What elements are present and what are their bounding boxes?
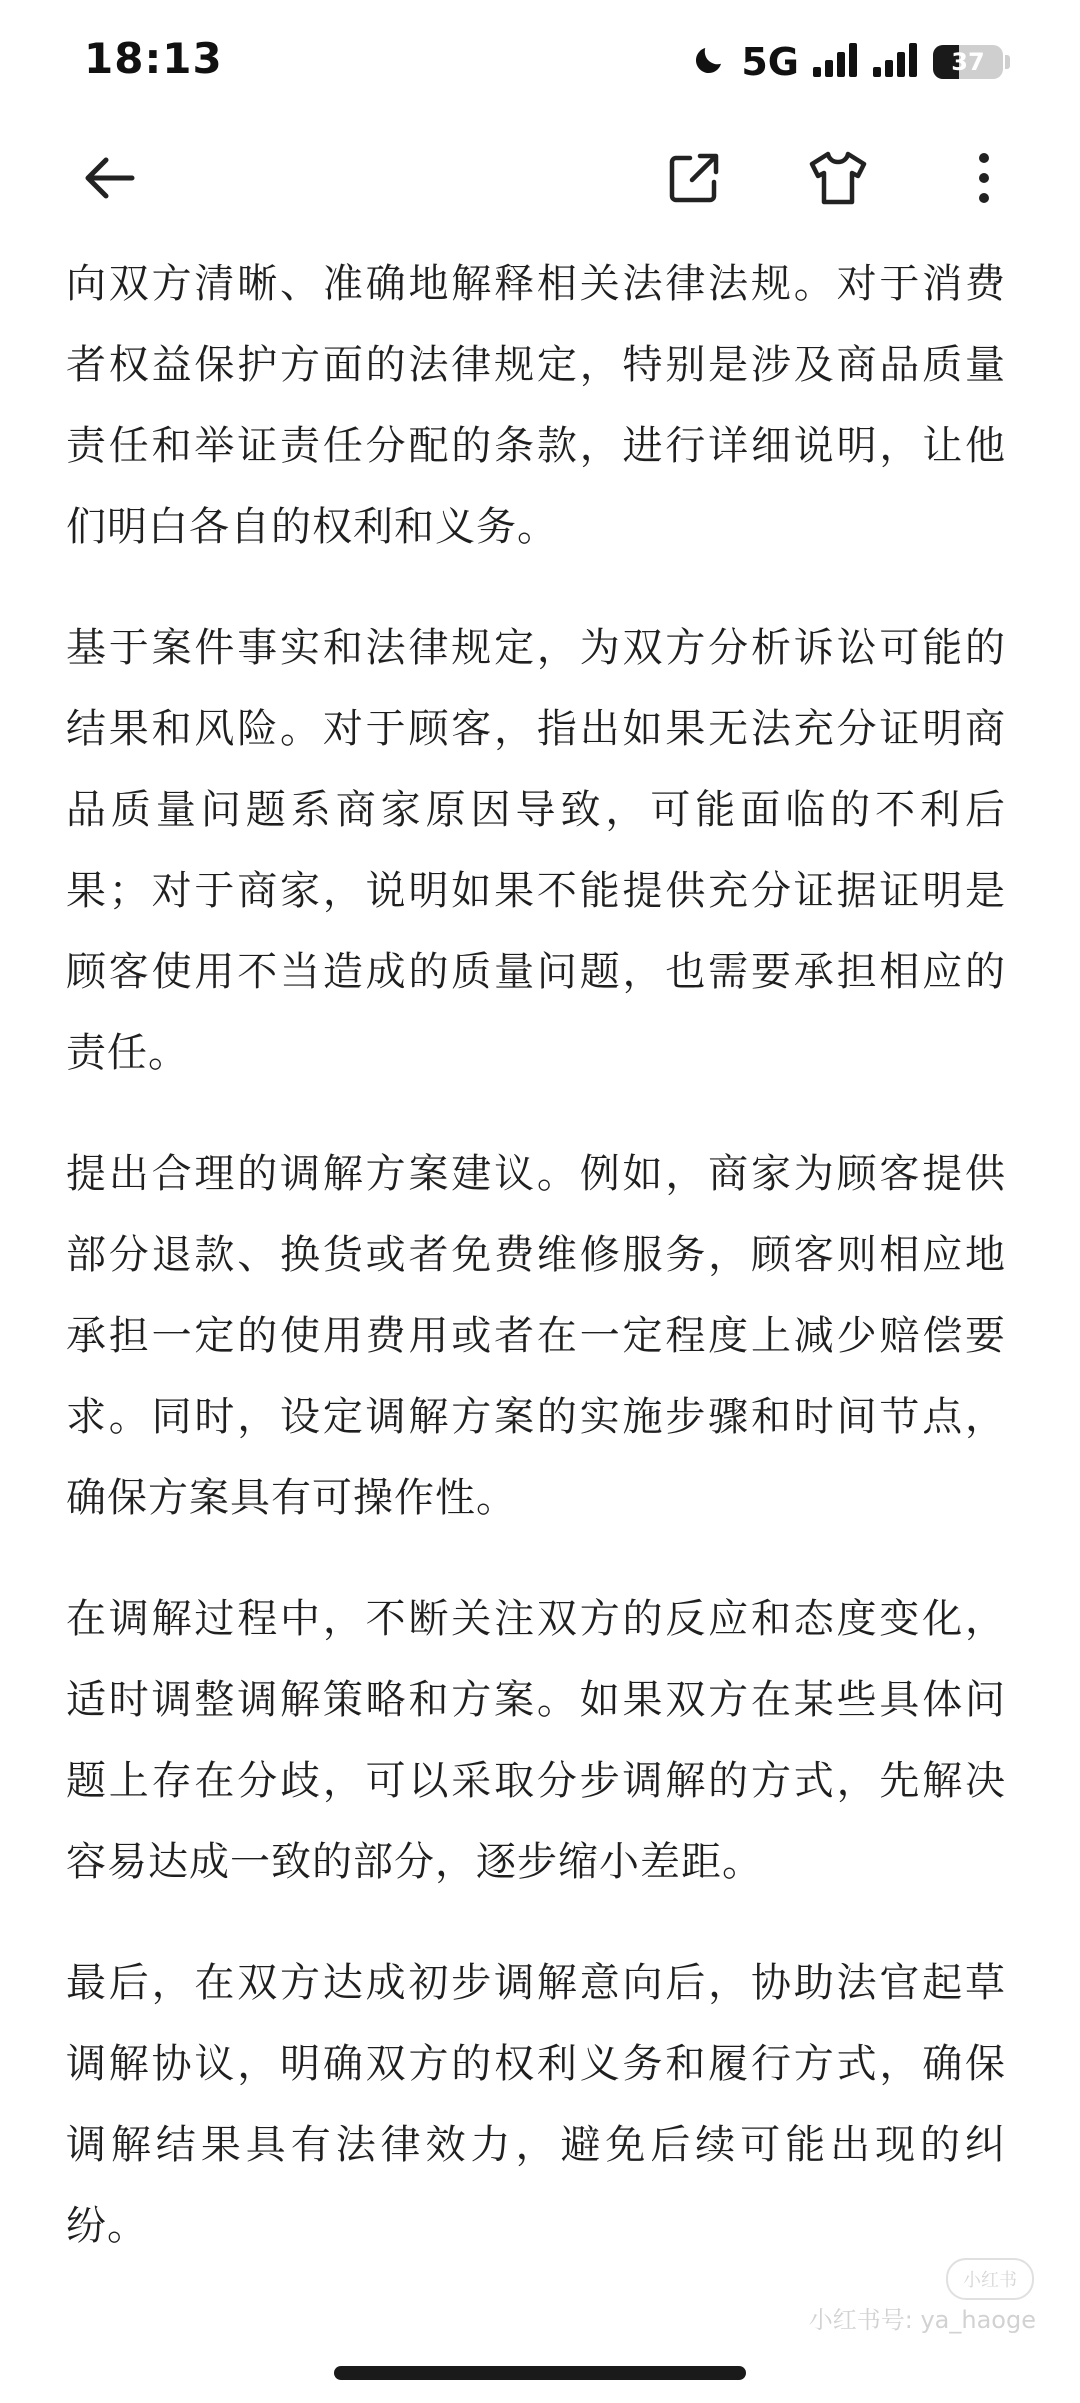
tshirt-icon <box>806 148 870 212</box>
network-label: 5G <box>741 40 799 84</box>
moon-icon <box>691 42 727 82</box>
battery-tip <box>1005 55 1010 69</box>
back-button[interactable] <box>70 140 150 220</box>
article-body <box>66 244 1006 2307</box>
article-paragraph: 基于案件事实和法律规定，为双方分析诉讼可能的结果和风险。对于顾客，指出如果无法充分证明商品质量问题系商家原因导致，可能面临的不利后果；对于商家，说明如果不能提供充分证据证明是顾客使用不当造成的质量问题，也需要承担相应的责任。 <box>66 625 1006 1076</box>
watermark <box>809 2300 1036 2335</box>
status-bar <box>0 0 1080 120</box>
more-button[interactable] <box>944 140 1024 220</box>
article-paragraph: 在调解过程中，不断关注双方的反应和态度变化，适时调整调解策略和方案。如果双方在某些具体问题上存在分歧，可以采取分步调解的方式，先解决容易达成一致的部分，逐步缩小差距。 <box>66 1596 1006 1885</box>
article-paragraph: 提出合理的调解方案建议。例如，商家为顾客提供部分退款、换货或者免费维修服务，顾客则相应地承担一定的使用费用或者在一定程度上减少赔偿要求。同时，设定调解方案的实施步骤和时间节点，确保方案具有可操作性。 <box>66 1151 1006 1521</box>
top-toolbar <box>0 120 1080 240</box>
watermark-text: 小红书号: ya_haoge <box>808 2306 1036 2334</box>
status-time: 18:13 <box>84 34 223 83</box>
article-paragraph: 最后，在双方达成初步调解意向后，协助法官起草调解协议，明确双方的权利义务和履行方式，确保调解结果具有法律效力，避免后续可能出现的纠纷。 <box>66 1960 1006 2249</box>
signal-icon-secondary <box>873 43 919 81</box>
signal-icon <box>813 43 859 81</box>
share-button[interactable] <box>654 140 734 220</box>
battery-level: 37 <box>951 48 985 76</box>
article-paragraph: 向双方清晰、准确地解释相关法律法规。对于消费者权益保护方面的法律规定，特别是涉及商品质量责任和举证责任分配的条款，进行详细说明，让他们明白各自的权利和义务。 <box>66 261 1006 550</box>
back-arrow-icon <box>78 146 142 214</box>
more-vertical-icon <box>974 148 994 212</box>
theme-button[interactable] <box>798 140 878 220</box>
status-icons <box>691 40 1010 84</box>
watermark-logo: 小红书 <box>946 2258 1034 2300</box>
battery-icon <box>933 45 1003 79</box>
share-external-icon <box>664 148 724 212</box>
home-indicator[interactable] <box>334 2366 746 2380</box>
